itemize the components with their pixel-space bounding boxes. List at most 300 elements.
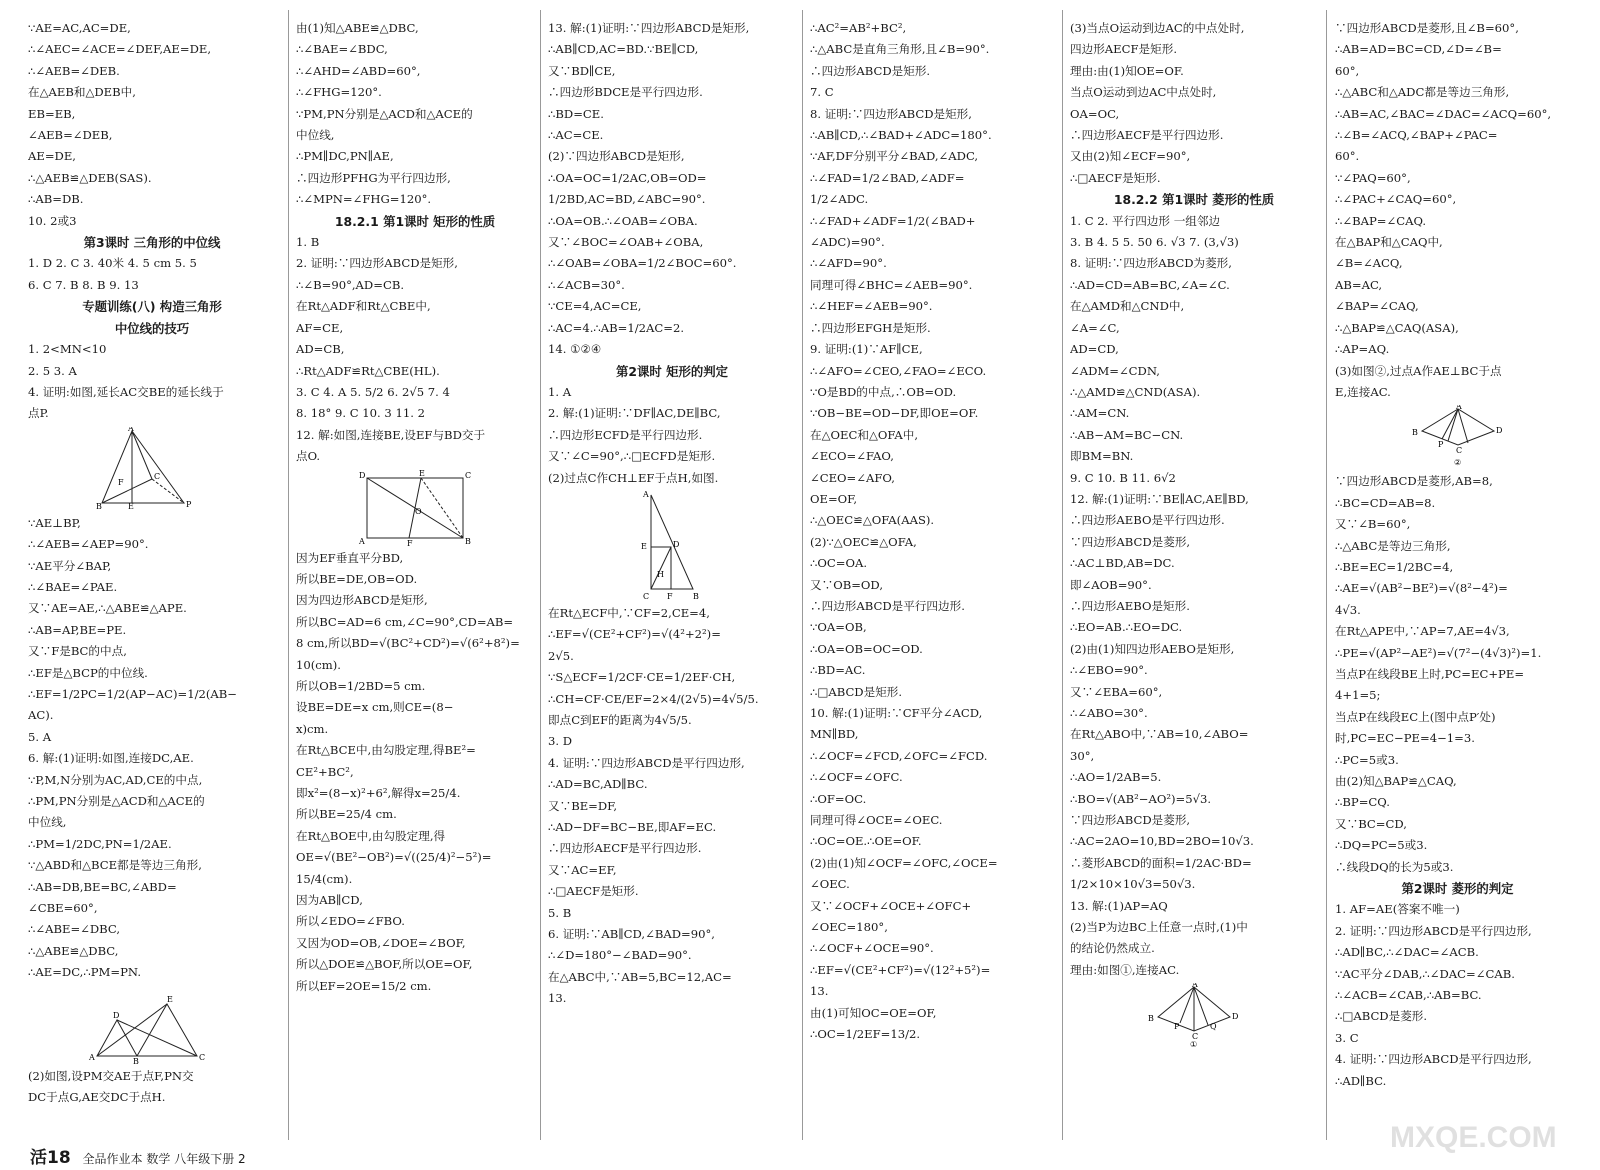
answer-line: ∠A=∠C,	[1070, 320, 1120, 335]
answer-line: 当点P在线段EC上(图中点P′处)	[1335, 709, 1496, 724]
answer-line: ∴Rt△ADF≌Rt△CBE(HL).	[296, 363, 440, 378]
answer-line: 8. 18° 9. C 10. 3 11. 2	[296, 406, 425, 421]
answer-line: ∴AB=AC,∠BAC=∠DAC=∠ACQ=60°,	[1335, 106, 1552, 121]
answer-line: ∵OB−BE=OD−DF,即OE=OF.	[810, 406, 979, 421]
answer-line: ∴AC⊥BD,AB=DC.	[1070, 556, 1175, 571]
answer-line: 4. 证明:∵四边形ABCD是平行四边形,	[548, 755, 745, 770]
answer-line: MN∥BD,	[810, 727, 859, 742]
answer-line: 2√5.	[548, 648, 574, 663]
answer-line: ∠ADC)=90°.	[810, 235, 885, 250]
answer-line: AD=CD,	[1070, 342, 1119, 357]
answer-line: OE=OF,	[810, 491, 858, 506]
answer-line: ∠BAP=∠CAQ,	[1335, 299, 1419, 314]
answer-line: ∴PE=√(AP²−AE²)=√(7²−(4√3)²)=1.	[1335, 645, 1542, 660]
answer-line: 中位线,	[296, 128, 335, 143]
answer-column-4	[810, 18, 1050, 1138]
section-heading: 18.2.1 第1课时 矩形的性质	[334, 213, 496, 229]
answer-line: 当点P在线段BE上时,PC=EC+PE=	[1335, 666, 1525, 681]
answer-line: ∵AE⊥BP,	[28, 515, 81, 530]
answer-line: DC于点G,AE交DC于点H.	[28, 1090, 166, 1105]
answer-line: ∴PM,PN分别是△ACD和△ACE的	[28, 794, 205, 808]
answer-line: ∴△BAP≌△CAQ(ASA),	[1335, 320, 1459, 335]
svg-text:MXQE.COM: MXQE.COM	[1390, 1121, 1557, 1154]
answer-line: ∴四边形AECF是平行四边形.	[1070, 128, 1224, 143]
answer-line: ∴∠BAP=∠CAQ.	[1335, 213, 1427, 228]
answer-column-1	[28, 18, 276, 1138]
answer-line: ∴PM=1/2DC,PN=1/2AE.	[28, 836, 172, 851]
answer-line: 所以BC=AD=6 cm,∠C=90°,CD=AB=	[296, 614, 514, 629]
answer-line: 理由:如图①,连接AC.	[1070, 962, 1180, 977]
answer-line: 又∵∠B=60°,	[1335, 517, 1411, 532]
answer-column-2	[296, 18, 534, 1138]
answer-line: ∴AC=4.∴AB=1/2AC=2.	[548, 320, 685, 335]
answer-line: ∴AB=DB.	[28, 192, 84, 207]
answer-line: 1/2×10×10√3=50√3.	[1070, 877, 1196, 892]
answer-line: ∴CH=CF·CE/EF=2×4/(2√5)=4√5/5.	[548, 691, 759, 706]
svg-text:A: A	[1192, 983, 1198, 990]
answer-line: ∵CE=4,AC=CE,	[548, 299, 642, 314]
answer-line: ∴∠BAE=∠BDC,	[296, 42, 388, 57]
svg-text:B: B	[133, 1056, 139, 1064]
answer-line: ∵AE=AC,AC=DE,	[28, 21, 131, 35]
answer-line: ∠CBE=60°,	[28, 901, 98, 916]
answer-line: ∴∠MPN=∠FHG=120°.	[296, 192, 432, 207]
answer-line: ∠CEO=∠AFO,	[810, 470, 895, 485]
answer-line: 在△OEC和△OFA中,	[810, 427, 919, 442]
svg-text:Q: Q	[1210, 1022, 1217, 1032]
answer-line: ∵P,M,N分别为AC,AD,CE的中点,	[28, 772, 203, 787]
answer-line: ∴BE=EC=1/2BC=4,	[1335, 559, 1454, 574]
answer-line: 由(1)可知OC=OE=OF,	[810, 1005, 937, 1020]
answer-line: ∴OC=OE.∴OE=OF.	[810, 834, 922, 849]
answer-line: OA=OC,	[1070, 106, 1120, 121]
answer-line: ∴∠OCF=∠OFC.	[810, 770, 903, 785]
answer-line: ∴OC=OA.	[810, 556, 868, 571]
answer-line: ∴∠AEB=∠AEP=90°.	[28, 537, 149, 552]
answer-line: 10(cm).	[296, 657, 341, 672]
svg-text:H: H	[657, 569, 664, 579]
answer-line: x)cm.	[296, 721, 329, 736]
answer-line: ∴AD∥BC,∴∠DAC=∠ACB.	[1335, 945, 1479, 960]
answer-line: ∴∠FAD=1/2∠BAD,∠ADF=	[810, 170, 965, 185]
answer-line: 同理可得∠OCE=∠OEC.	[810, 813, 943, 828]
answer-line: ∴∠PAC+∠CAQ=60°,	[1335, 192, 1457, 207]
answer-line: ∴∠HEF=∠AEB=90°.	[810, 299, 933, 314]
answer-line: 在△AEB和△DEB中,	[28, 85, 136, 100]
answer-line: ∴线段DQ的长为5或3.	[1335, 859, 1454, 874]
answer-line: ∴AB∥CD,∴∠BAD+∠ADC=180°.	[810, 128, 992, 143]
svg-text:B: B	[693, 591, 699, 601]
answer-line: 因为AB∥CD,	[296, 893, 363, 908]
answer-line: AC).	[28, 708, 54, 723]
answer-line: ∴菱形ABCD的面积=1/2AC·BD=	[1070, 855, 1252, 870]
answer-line: ∴AC=CE.	[548, 128, 604, 143]
answer-line: ∴∠AFD=90°.	[810, 256, 887, 271]
answer-line: ∴AC=2AO=10,BD=2BO=10√3.	[1070, 834, 1254, 849]
svg-text:C: C	[643, 591, 650, 601]
answer-line: 14. ①②④	[548, 342, 602, 357]
answer-line: ∴∠AEC=∠ACE=∠DEF,AE=DE,	[28, 42, 212, 57]
answer-line: ∵S△ECF=1/2CF·CE=1/2EF·CH,	[548, 670, 736, 685]
answer-line: (2)如图,设PM交AE于点F,PN交	[28, 1068, 194, 1083]
answer-line: ∴EF=√(CE²+CF²)=√(4²+2²)=	[548, 627, 721, 642]
answer-line: ∴AC²=AB²+BC²,	[810, 21, 907, 35]
answer-line: 同理可得∠BHC=∠AEB=90°.	[810, 277, 973, 292]
answer-line: EB=EB,	[28, 106, 76, 121]
answer-line: 所以BE=DE,OB=OD.	[296, 571, 418, 586]
answer-line: ∴四边形AEBO是平行四边形.	[1070, 513, 1225, 528]
answer-line: ∴OF=OC.	[810, 791, 867, 806]
answer-line: ∴∠D=180°−∠BAD=90°.	[548, 948, 692, 963]
answer-line: ∴∠AEB=∠DEB.	[28, 63, 120, 78]
answer-line: 在△BAP和△CAQ中,	[1335, 235, 1443, 250]
svg-text:D: D	[673, 539, 680, 549]
answer-line: ∴△ABC是直角三角形,且∠B=90°.	[810, 42, 990, 57]
answer-line: ∴四边形PFHG为平行四边形,	[296, 170, 451, 185]
svg-text:P: P	[186, 499, 192, 509]
geometry-figure	[548, 491, 796, 601]
answer-line: 因为EF垂直平分BD,	[296, 550, 404, 565]
svg-text:A: A	[359, 536, 365, 546]
answer-line: 4. 证明:∵四边形ABCD是平行四边形,	[1335, 1052, 1532, 1067]
answer-line: ∴∠B=90°,AD=CB.	[296, 277, 405, 292]
answer-line: 即点C到EF的距离为4√5/5.	[548, 712, 692, 727]
page-footer	[30, 1143, 246, 1168]
answer-line: ∠B=∠ACQ,	[1335, 256, 1403, 271]
svg-text:A: A	[643, 490, 649, 499]
answer-line: 又∵AE=AE,∴△ABE≌△APE.	[28, 601, 187, 616]
answer-line: 又∵∠OCF+∠OCE+∠OFC+	[810, 898, 972, 913]
svg-text:E: E	[128, 501, 134, 511]
svg-text:P: P	[1437, 440, 1443, 450]
answer-line: 又∵∠EBA=60°,	[1070, 684, 1163, 699]
svg-text:D: D	[359, 470, 366, 480]
answer-line: (2)当P为边BC上任意一点时,(1)中	[1070, 920, 1248, 935]
book-title: 全品作业本	[82, 1152, 143, 1166]
svg-text:E: E	[167, 994, 173, 1004]
answer-line: AE=DE,	[28, 149, 76, 164]
answer-line: 6. 解:(1)证明:如图,连接DC,AE.	[28, 751, 194, 766]
answer-line: 又∵BC=CD,	[1335, 816, 1407, 831]
answer-line: ∴AE=DC,∴PM=PN.	[28, 965, 142, 980]
answer-line: 所以∠EDO=∠FBO.	[296, 914, 405, 929]
answer-line: 2. 证明:∵四边形ABCD是平行四边形,	[1335, 923, 1532, 938]
answer-line: 1. C 2. 平行四边形 一组邻边	[1070, 213, 1221, 228]
answer-line: ∴EF=1/2PC=1/2(AP−AC)=1/2(AB−	[28, 686, 237, 701]
svg-text:C: C	[154, 471, 161, 481]
svg-text:F: F	[667, 591, 673, 601]
answer-line: ∴四边形EFGH是矩形.	[810, 320, 931, 335]
svg-text:C: C	[199, 1052, 206, 1062]
answer-line: ∴四边形ABCD是平行四边形.	[810, 598, 965, 613]
answer-line: ∴∠OCF=∠FCD,∠OFC=∠FCD.	[810, 748, 988, 763]
answer-line: ∴∠OCF+∠OCE=90°.	[810, 941, 934, 956]
answer-line: 理由:由(1)知OE=OF.	[1070, 63, 1184, 78]
svg-text:P: P	[1174, 1022, 1180, 1032]
answer-line: 10. 2或3	[28, 213, 77, 228]
answer-line: 所以EF=2OE=15/2 cm.	[296, 978, 432, 993]
answer-line: ∴□AECF是矩形.	[548, 884, 639, 899]
svg-text:A: A	[1455, 405, 1462, 412]
answer-line: ∴□ABCD是菱形.	[1335, 1009, 1428, 1024]
answer-line: 1. 2<MN<10	[28, 342, 107, 357]
answer-line: 15/4(cm).	[296, 871, 353, 886]
answer-line: ∵四边形ABCD是菱形,	[1070, 534, 1191, 549]
answer-line: 13. 解:(1)AP=AQ	[1070, 898, 1168, 913]
answer-line: ∴四边形AEBO是矩形.	[1070, 598, 1190, 613]
answer-line: ∴∠EBO=90°.	[1070, 663, 1148, 678]
answer-line: 9. C 10. B 11. 6√2	[1070, 470, 1176, 485]
geometry-figure	[28, 427, 276, 511]
answer-line: ∴四边形BDCE是平行四边形.	[548, 85, 703, 100]
answer-line: 4+1=5;	[1335, 688, 1381, 703]
answer-line: 1/2∠ADC.	[810, 192, 869, 207]
answer-line: ∴BD=AC.	[810, 663, 866, 678]
svg-text:F: F	[407, 538, 413, 546]
answer-line: ∴AB=AD=BC=CD,∠D=∠B=	[1335, 42, 1502, 57]
answer-line: ∠ECO=∠FAO,	[810, 449, 894, 464]
answer-line: ∵AF,DF分别平分∠BAD,∠ADC,	[810, 149, 979, 164]
answer-line: ∴BO=√(AB²−AO²)=5√3.	[1070, 791, 1212, 806]
svg-text:O: O	[415, 506, 422, 516]
answer-line: ∴△OEC≌△OFA(AAS).	[810, 513, 935, 528]
answer-line: 1. AF=AE(答案不唯一)	[1335, 902, 1460, 917]
answer-line: ∴AB−AM=BC−CN.	[1070, 427, 1184, 442]
answer-line: 即x²=(8−x)²+6²,解得x=25/4.	[296, 786, 461, 800]
answer-line: ∴△ABE≌△DBC,	[28, 943, 119, 958]
geometry-figure	[28, 986, 276, 1064]
answer-line: ∴PM∥DC,PN∥AE,	[296, 149, 394, 164]
answer-line: (2)由(1)知∠OCF=∠OFC,∠OCE=	[810, 855, 998, 870]
answer-line: 中位线,	[28, 815, 67, 830]
answer-line: ∴BP=CQ.	[1335, 795, 1390, 810]
svg-text:A: A	[89, 1052, 95, 1062]
answer-line: ∵四边形ABCD是菱形,且∠B=60°,	[1335, 21, 1519, 35]
answer-line: ∴∠ABE=∠DBC,	[28, 922, 121, 937]
svg-text:A: A	[128, 426, 134, 433]
answer-line: 点P.	[28, 406, 49, 421]
answer-line: 8 cm,所以BD=√(BC²+CD²)=√(6²+8²)=	[296, 636, 520, 651]
answer-line: 又∵AC=EF,	[548, 862, 617, 877]
svg-text:E: E	[641, 541, 647, 551]
answer-line: AD=CB,	[296, 342, 345, 357]
answer-line: 5. B	[548, 905, 572, 920]
answer-line: ∴△ABC是等边三角形,	[1335, 538, 1451, 553]
section-heading: 中位线的技巧	[114, 320, 190, 336]
answer-line: ∴EF是△BCP的中位线.	[28, 665, 148, 680]
answer-line: ∵O是BD的中点,∴OB=OD.	[810, 384, 957, 399]
answer-line: ∴∠BAE=∠PAE.	[28, 579, 118, 594]
answer-line: ∴BC=CD=AB=8.	[1335, 495, 1436, 510]
answer-line: ∴□ABCD是矩形.	[810, 684, 903, 699]
answer-line: ∴AD=CD=AB=BC,∠A=∠C.	[1070, 277, 1230, 292]
answer-line: ∠OEC=180°,	[810, 920, 888, 935]
answer-line: 12. 解:(1)证明:∵BE∥AC,AE∥BD,	[1070, 491, 1249, 506]
answer-line: ∵PM,PN分别是△ACD和△ACE的	[296, 106, 473, 121]
page-number: 活18	[30, 1148, 71, 1168]
answer-line: ∠OEC.	[810, 877, 850, 892]
answer-line: 设BE=DE=x cm,则CE=(8−	[296, 700, 454, 715]
answer-line: ∴∠AHD=∠ABD=60°,	[296, 63, 421, 78]
answer-line: 又∵∠BOC=∠OAB+∠OBA,	[548, 235, 704, 250]
answer-line: ∴∠FHG=120°.	[296, 85, 382, 100]
svg-text:F: F	[118, 477, 124, 487]
answer-line: 6. C 7. B 8. B 9. 13	[28, 277, 139, 292]
answer-line: 点O.	[296, 449, 321, 464]
answer-line: 由(2)知△BAP≌△CAQ,	[1335, 774, 1457, 788]
answer-line: 即BM=BN.	[1070, 449, 1134, 464]
svg-text:D: D	[1495, 426, 1502, 436]
answer-line: (3)如图②,过点A作AE⊥BC于点	[1335, 363, 1502, 378]
answer-line: 所以BE=25/4 cm.	[296, 807, 397, 822]
answer-line: ∴∠B=∠ACQ,∠BAP+∠PAC=	[1335, 128, 1498, 143]
answer-line: ∵四边形ABCD是菱形,AB=8,	[1335, 474, 1493, 489]
geometry-figure	[1070, 983, 1318, 1047]
answer-line: 即∠AOB=90°.	[1070, 577, 1152, 592]
answer-line: ∴AD−DF=BC−BE,即AF=EC.	[548, 820, 717, 834]
svg-text:B: B	[1148, 1014, 1154, 1024]
answer-line: 在Rt△BOE中,由勾股定理,得	[296, 828, 446, 843]
answer-line: 又∵OB=OD,	[810, 577, 883, 592]
answer-line: (2)∵△OEC≌△OFA,	[810, 534, 917, 549]
answer-line: AB=AC,	[1335, 277, 1383, 292]
answer-line: ∴∠ACB=∠CAB,∴AB=BC.	[1335, 988, 1482, 1003]
answer-line: ∵△ABD和△BCE都是等边三角形,	[28, 858, 202, 873]
answer-line: ∴AD=BC,AD∥BC.	[548, 777, 648, 792]
answer-line: ∴OA=OB.∴∠OAB=∠OBA.	[548, 213, 698, 228]
answer-line: 12. 解:如图,连接BE,设EF与BD交于	[296, 427, 486, 442]
answer-line: ∵∠PAQ=60°,	[1335, 170, 1411, 185]
section-heading: 第2课时 菱形的判定	[1401, 881, 1514, 897]
answer-line: ∵四边形ABCD是菱形,	[1070, 813, 1191, 828]
answer-line: 2. 5 3. A	[28, 363, 77, 378]
svg-text:E: E	[419, 469, 425, 478]
svg-text:①: ①	[1190, 1040, 1198, 1048]
answer-line: ∴OA=OC=1/2AC,OB=OD=	[548, 170, 707, 185]
svg-text:B: B	[1411, 428, 1418, 438]
answer-line: 60°.	[1335, 149, 1360, 164]
answer-line: 四边形AECF是矩形.	[1070, 42, 1177, 57]
answer-line: ∴AP=AQ.	[1335, 342, 1390, 357]
answer-line: 13. 解:(1)证明:∵四边形ABCD是矩形,	[548, 21, 750, 35]
answer-line: ∵OA=OB,	[810, 620, 867, 635]
answer-line: 7. C	[810, 85, 834, 100]
answer-line: 当点O运动到边AC中点处时,	[1070, 85, 1217, 100]
answer-line: ∴EO=AB.∴EO=DC.	[1070, 620, 1183, 635]
answer-line: ∴△AEB≌△DEB(SAS).	[28, 170, 152, 185]
answer-line: ∠AEB=∠DEB,	[28, 128, 113, 143]
answer-line: 在△AMD和△CND中,	[1070, 299, 1185, 314]
answer-line: 在Rt△APE中,∵AP=7,AE=4√3,	[1335, 624, 1510, 639]
answer-line: 4√3.	[1335, 602, 1361, 617]
answer-line: 时,PC=EC−PE=4−1=3.	[1335, 731, 1475, 746]
answer-line: E,连接AC.	[1335, 384, 1391, 399]
answer-line: ∴AB=DB,BE=BC,∠ABD=	[28, 879, 177, 894]
answer-line: ∴OC=1/2EF=13/2.	[810, 1027, 921, 1042]
subject: 数学	[146, 1152, 171, 1166]
svg-text:D: D	[1232, 1012, 1239, 1022]
answer-line: AF=CE,	[296, 320, 344, 335]
answer-line: 又∵BD∥CE,	[548, 63, 616, 78]
answer-line: ∴OA=OB=OC=OD.	[810, 641, 923, 656]
answer-line: ∴四边形ABCD是矩形.	[810, 63, 931, 78]
answer-line: 所以OB=1/2BD=5 cm.	[296, 678, 426, 693]
answer-line: 3. B 4. 5 5. 50 6. √3 7. (3,√3)	[1070, 235, 1239, 250]
answer-line: ∴AM=CN.	[1070, 406, 1130, 421]
answer-line: 又∵∠C=90°,∴□ECFD是矩形.	[548, 449, 716, 464]
answer-line: ∴∠ABO=30°.	[1070, 706, 1148, 720]
answer-line: 1. D 2. C 3. 40米 4. 5 cm 5. 5	[28, 256, 197, 271]
answer-line: 2. 证明:∵四边形ABCD是矩形,	[296, 256, 458, 271]
answer-line: 因为四边形ABCD是矩形,	[296, 593, 428, 608]
answer-line: 又因为OD=OB,∠DOE=∠BOF,	[296, 935, 466, 950]
section-heading: 专题训练(八) 构造三角形	[82, 299, 222, 315]
answer-line: 在△ABC中,∵AB=5,BC=12,AC=	[548, 969, 732, 984]
answer-line: ∴∠FAD+∠ADF=1/2(∠BAD+	[810, 213, 976, 228]
answer-line: ∵AC平分∠DAB,∴∠DAC=∠CAB.	[1335, 966, 1515, 981]
answer-line: ∴DQ=PC=5或3.	[1335, 838, 1428, 853]
answer-line: 1. A	[548, 384, 572, 399]
section-heading: 第3课时 三角形的中位线	[83, 235, 221, 251]
answer-line: ∴AB=AP,BE=PE.	[28, 622, 127, 637]
answer-line: ∴∠OAB=∠OBA=1/2∠BOC=60°.	[548, 256, 737, 271]
answer-line: 9. 证明:(1)∵AF∥CE,	[810, 342, 923, 357]
answer-line: 8. 证明:∵四边形ABCD为菱形,	[1070, 256, 1232, 271]
answer-line: 在Rt△BCE中,由勾股定理,得BE²=	[296, 743, 476, 758]
answer-line: 又由(2)知∠ECF=90°,	[1070, 149, 1191, 164]
answer-line: 2. 解:(1)证明:∵DF∥AC,DE∥BC,	[548, 406, 721, 421]
answer-line: (3)当点O运动到边AC的中点处时,	[1070, 21, 1245, 35]
answer-line: ∴BD=CE.	[548, 106, 604, 121]
answer-line: ∠ADM=∠CDN,	[1070, 363, 1160, 378]
answer-line: 3. C	[1335, 1030, 1359, 1045]
answer-line: 由(1)知△ABE≌△DBC,	[296, 21, 419, 35]
svg-text:D: D	[113, 1010, 120, 1020]
answer-line: 8. 证明:∵四边形ABCD是矩形,	[810, 106, 972, 121]
answer-line: 6. 证明:∵AB∥CD,∠BAD=90°,	[548, 927, 715, 942]
answer-line: 60°,	[1335, 63, 1360, 78]
answer-line: 的结论仍然成立.	[1070, 941, 1155, 956]
answer-line: CE²+BC²,	[296, 764, 354, 779]
answer-line: ∴□AECF是矩形.	[1070, 170, 1161, 185]
answer-line: 又∵F是BC的中点,	[28, 644, 127, 659]
answer-line: 在Rt△ABO中,∵AB=10,∠ABO=	[1070, 727, 1249, 742]
svg-text:C: C	[465, 470, 472, 480]
answer-line: ∴EF=√(CE²+CF²)=√(12²+5²)=	[810, 962, 991, 977]
answer-line: 1. B	[296, 235, 320, 250]
answer-line: OE=√(BE²−OB²)=√((25/4)²−5²)=	[296, 850, 492, 865]
answer-line: ∴AO=1/2AB=5.	[1070, 770, 1162, 785]
answer-line: 10. 解:(1)证明:∵CF平分∠ACD,	[810, 706, 983, 720]
answer-line: ∴AE=√(AB²−BE²)=√(8²−4²)=	[1335, 581, 1508, 596]
footer-num: 2	[238, 1152, 246, 1166]
answer-line: 又∵BE=DF,	[548, 798, 618, 813]
svg-text:B: B	[465, 536, 471, 546]
answer-line: ∴AB∥CD,AC=BD.∵BE∥CD,	[548, 42, 699, 57]
answer-column-5	[1070, 18, 1318, 1138]
answer-line: (2)过点C作CH⊥EF于点H,如图.	[548, 470, 719, 485]
answer-line: ∴AD∥BC.	[1335, 1073, 1387, 1088]
answer-line: ∴∠AFO=∠CEO,∠FAO=∠ECO.	[810, 363, 987, 378]
answer-line: ∴四边形ECFD是平行四边形.	[548, 427, 703, 442]
answer-line: 30°,	[1070, 748, 1095, 763]
section-heading: 第2课时 矩形的判定	[615, 363, 729, 379]
answer-line: ∴PC=5或3.	[1335, 752, 1399, 767]
answer-line: ∴△AMD≌△CND(ASA).	[1070, 384, 1201, 399]
svg-text:②: ②	[1453, 458, 1461, 468]
answer-line: ∴∠ACB=30°.	[548, 277, 625, 292]
answer-column-6	[1335, 18, 1580, 1138]
